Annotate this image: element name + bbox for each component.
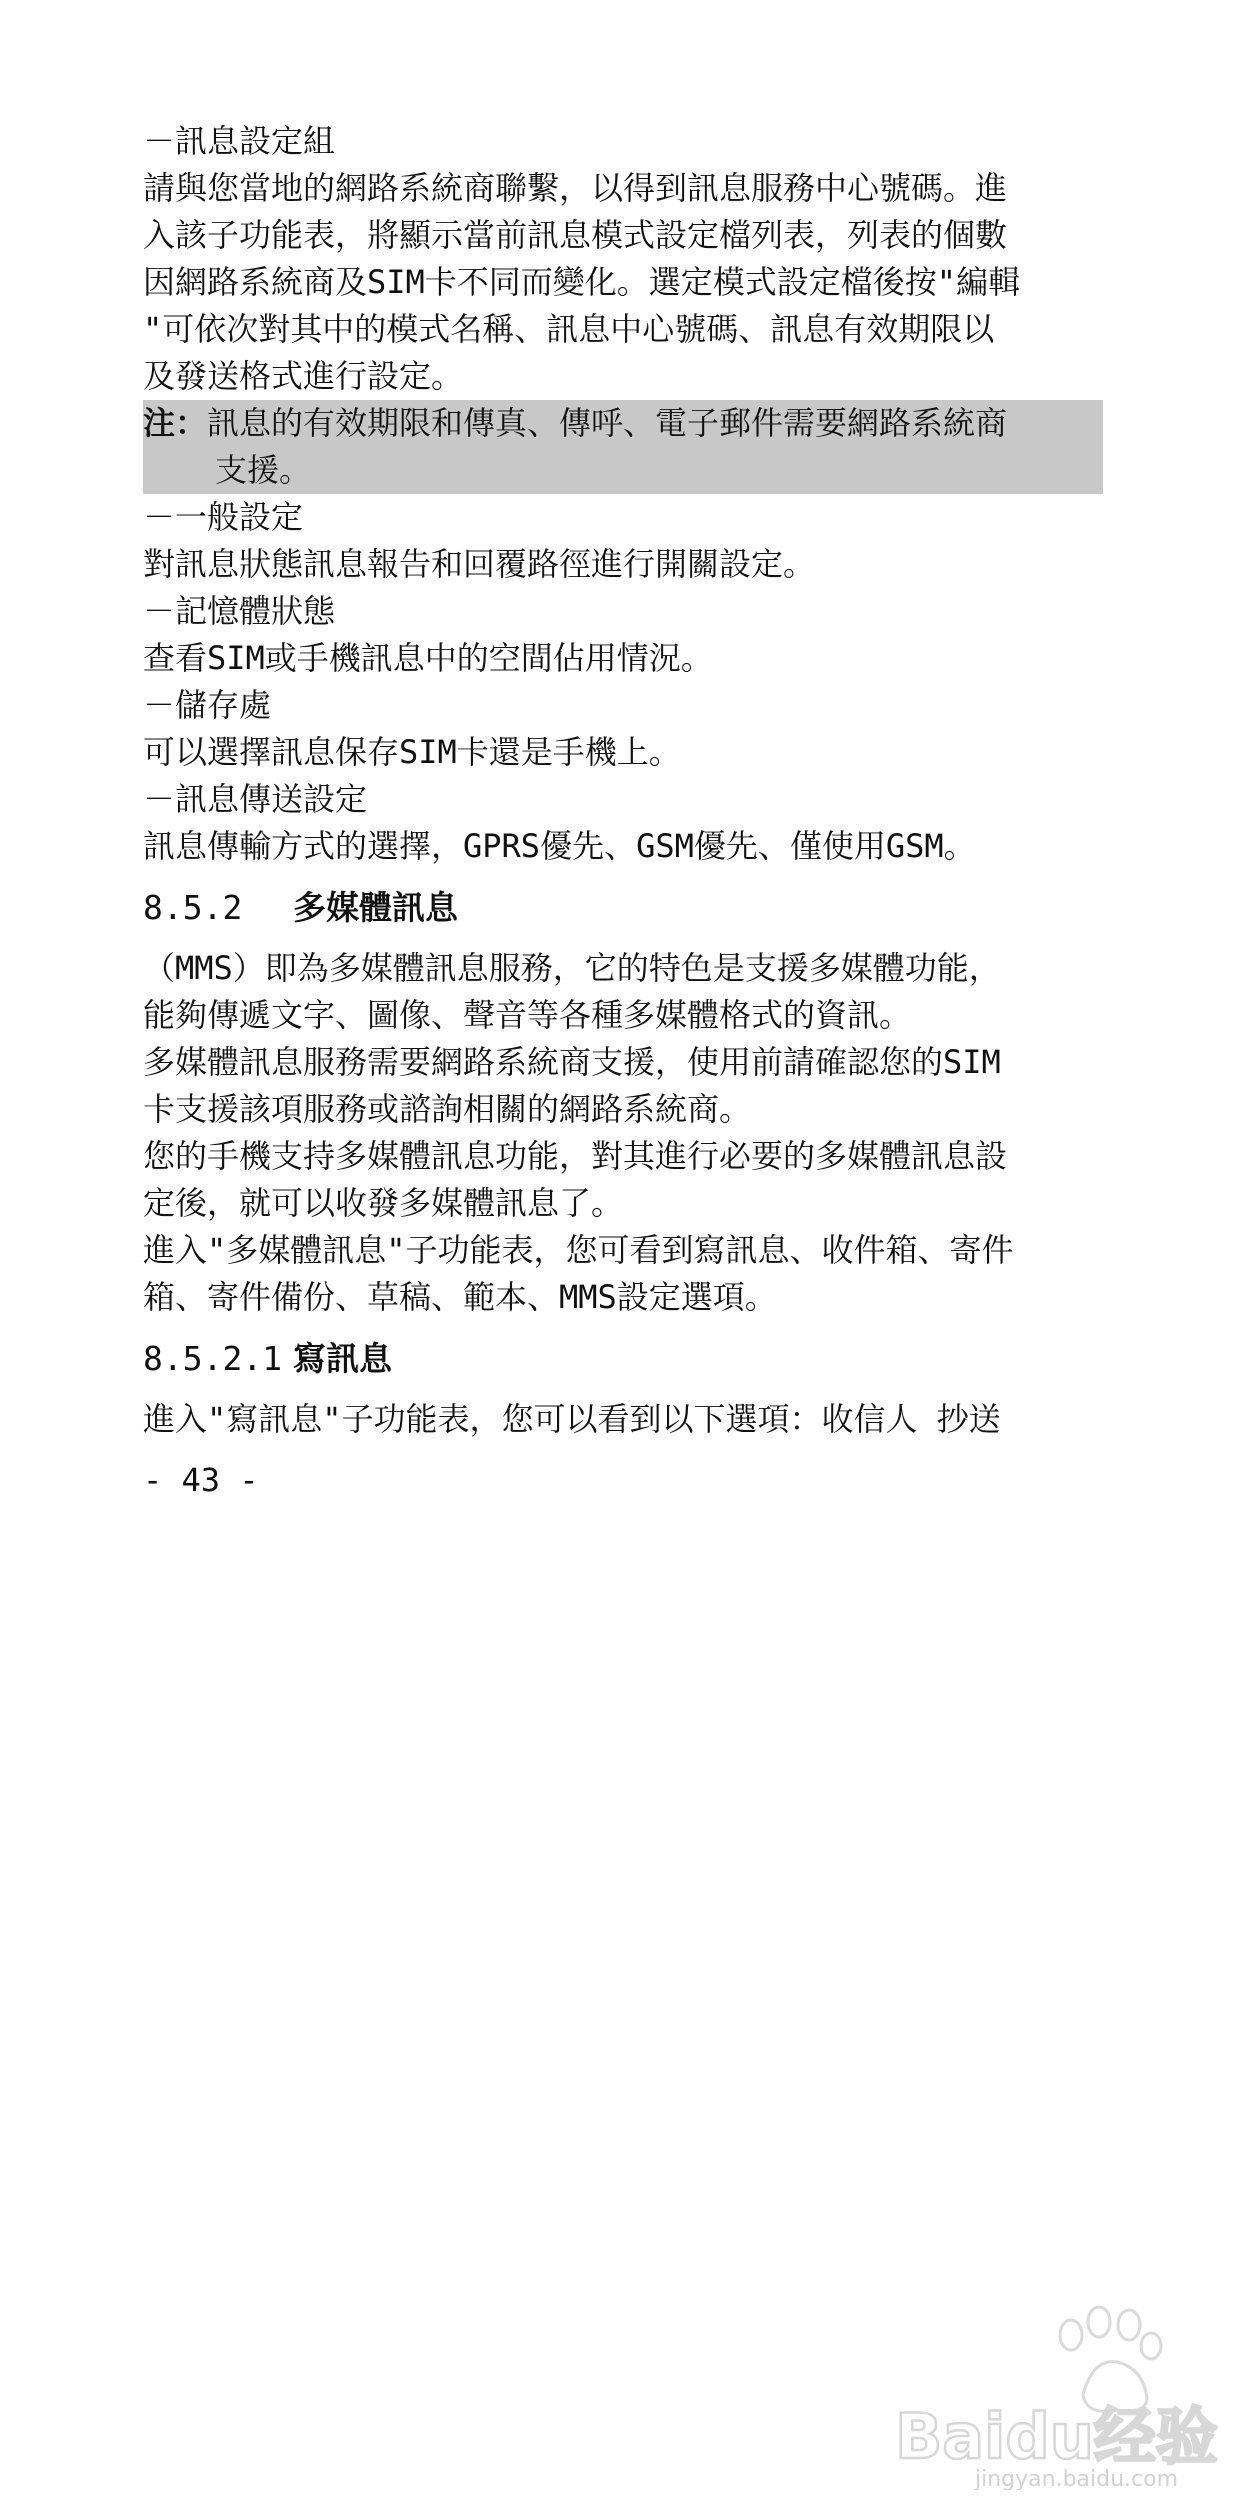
document-page [143, 118, 1103, 1504]
sms-settings-line: "可依次對其中的模式名稱、訊息中心號碼、訊息有效期限以 [143, 310, 995, 348]
storage-text: 可以選擇訊息保存SIM卡還是手機上。 [143, 733, 681, 771]
note-box [143, 400, 1103, 494]
watermark-brand: Baidu经验 [895, 2400, 1218, 2473]
storage-heading: －儲存處 [143, 686, 272, 724]
write-message-text: 進入"寫訊息"子功能表，您可以看到以下選項：收信人 抄送 [143, 1400, 1001, 1438]
mms-paragraph [143, 1133, 1103, 1227]
section-heading-8-5-2-1 [143, 1335, 1103, 1382]
section-number: 8.5.2.1 [143, 1339, 283, 1378]
mms-line: 定後，就可以收發多媒體訊息了。 [143, 1184, 624, 1222]
memory-status-heading: －記憶體狀態 [143, 592, 336, 630]
sms-settings-heading: －訊息設定組 [143, 122, 336, 160]
watermark-url: jingyan.baidu.com [975, 2467, 1179, 2490]
mms-line: 卡支援該項服務或諮詢相關的網路系統商。 [143, 1090, 752, 1128]
mms-paragraph [143, 945, 1103, 1039]
mms-line: 能夠傳遞文字、圖像、聲音等各種多媒體格式的資訊。 [143, 996, 912, 1034]
general-settings-text: 對訊息狀態訊息報告和回覆路徑進行開關設定。 [143, 545, 816, 583]
mms-line: 多媒體訊息服務需要網路系統商支援，使用前請確認您的SIM [143, 1043, 1001, 1081]
mms-line: （MMS）即為多媒體訊息服務，它的特色是支援多媒體功能， [143, 949, 1001, 987]
sms-settings-line: 及發送格式進行設定。 [143, 357, 464, 395]
sms-settings-line: 因網路系統商及SIM卡不同而變化。選定模式設定檔後按"編輯 [143, 263, 1021, 301]
sms-settings-line: 入該子功能表，將顯示當前訊息模式設定檔列表，列表的個數 [143, 216, 1008, 254]
sms-settings-line: 請與您當地的網路系統商聯繫，以得到訊息服務中心號碼。進 [143, 169, 1008, 207]
paw-logo-icon [885, 2290, 1225, 2490]
mms-line: 您的手機支持多媒體訊息功能，對其進行必要的多媒體訊息設 [143, 1137, 1008, 1175]
note-label: 注： [143, 404, 208, 442]
general-settings-heading: －一般設定 [143, 498, 304, 536]
transfer-settings-heading: －訊息傳送設定 [143, 780, 368, 818]
note-text-line1: 訊息的有效期限和傳真、傳呼、電子郵件需要網路系統商 [207, 404, 1008, 442]
memory-status-text: 查看SIM或手機訊息中的空間佔用情況。 [143, 639, 713, 677]
page-number: - 43 - [143, 1461, 259, 1499]
transfer-settings-text: 訊息傳輸方式的選擇，GPRS優先、GSM優先、僅使用GSM。 [143, 827, 976, 865]
mms-paragraph [143, 1227, 1103, 1321]
mms-paragraph [143, 1039, 1103, 1133]
baidu-jingyan-watermark [885, 2290, 1225, 2490]
section-number: 8.5.2 [143, 888, 243, 927]
note-text-line2: 支援。 [215, 451, 312, 489]
section-heading-8-5-2 [143, 884, 1103, 931]
section-title: 寫訊息 [293, 1339, 392, 1378]
section-title: 多媒體訊息 [293, 888, 458, 927]
mms-line: 進入"多媒體訊息"子功能表，您可看到寫訊息、收件箱、寄件 [143, 1231, 1014, 1269]
mms-line: 箱、寄件備份、草稿、範本、MMS設定選項。 [143, 1278, 777, 1316]
